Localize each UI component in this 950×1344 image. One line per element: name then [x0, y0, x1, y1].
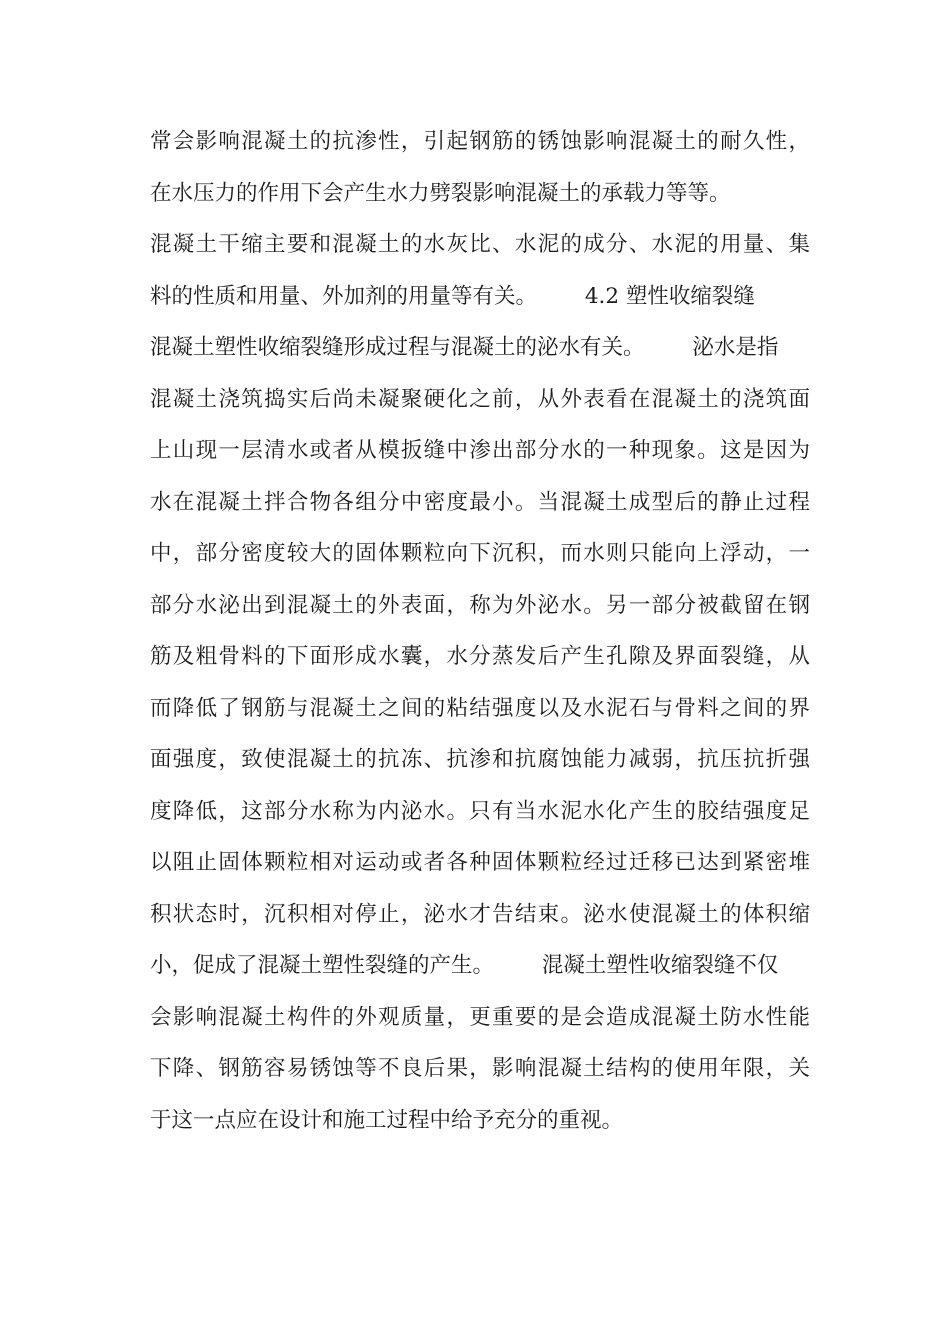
text-line: 面强度，致使混凝土的抗冻、抗渗和抗腐蚀能力减弱，抗压抗折强 [150, 747, 810, 772]
text-line: 混凝土塑性收缩裂缝形成过程与混凝土的泌水有关。 泌水是指 [150, 335, 779, 360]
text-line: 混凝土浇筑捣实后尚未凝聚硬化之前，从外表看在混凝土的浇筑面 [150, 386, 810, 412]
text-line: 会影响混凝土构件的外观质量，更重要的是会造成混凝土防水性能 [150, 1004, 810, 1030]
text-line: 积状态时，沉积相对停止，泌水才告结束。泌水使混凝土的体积缩 [150, 901, 810, 927]
text-line: 下降、钢筋容易锈蚀等不良后果，影响混凝土结构的使用年限，关 [150, 1056, 810, 1081]
text-line: 部分水泌出到混凝土的外表面，称为外泌水。另一部分被截留在钢 [150, 592, 810, 618]
text-line: 混凝土干缩主要和混凝土的水灰比、水泥的成分、水泥的用量、集 [150, 232, 810, 257]
body-text [150, 116, 810, 1146]
text-line: 小，促成了混凝土塑性裂缝的产生。 混凝土塑性收缩裂缝不仅 [150, 953, 779, 978]
text-line: 于这一点应在设计和施工过程中给予充分的重视。 [150, 1107, 624, 1133]
text-line: 度降低，这部分水称为内泌水。只有当水泥水化产生的胶结强度足 [150, 798, 810, 824]
text-line: 料的性质和用量、外加剂的用量等有关。 4.2 塑性收缩裂缝 [150, 283, 755, 309]
text-line: 上山现一层清水或者从模扳缝中渗出部分水的一种现象。这是因为 [150, 438, 810, 463]
text-line: 中，部分密度较大的固体颗粒向下沉积，而水则只能向上浮动，一 [150, 541, 810, 566]
text-line: 在水压力的作用下会产生水力劈裂影响混凝土的承载力等等。 [150, 180, 731, 206]
text-line: 以阻止固体颗粒相对运动或者各种固体颗粒经过迁移已达到紧密堆 [150, 850, 810, 875]
text-line: 水在混凝土拌合物各组分中密度最小。当混凝土成型后的静止过程 [150, 489, 810, 515]
text-line: 筋及粗骨料的下面形成水囊，水分蒸发后产生孔隙及界面裂缝，从 [150, 644, 810, 669]
text-line: 常会影响混凝土的抗渗性，引起钢筋的锈蚀影响混凝土的耐久性， [150, 129, 810, 154]
text-line: 而降低了钢筋与混凝土之间的粘结强度以及水泥石与骨料之间的界 [150, 695, 810, 721]
